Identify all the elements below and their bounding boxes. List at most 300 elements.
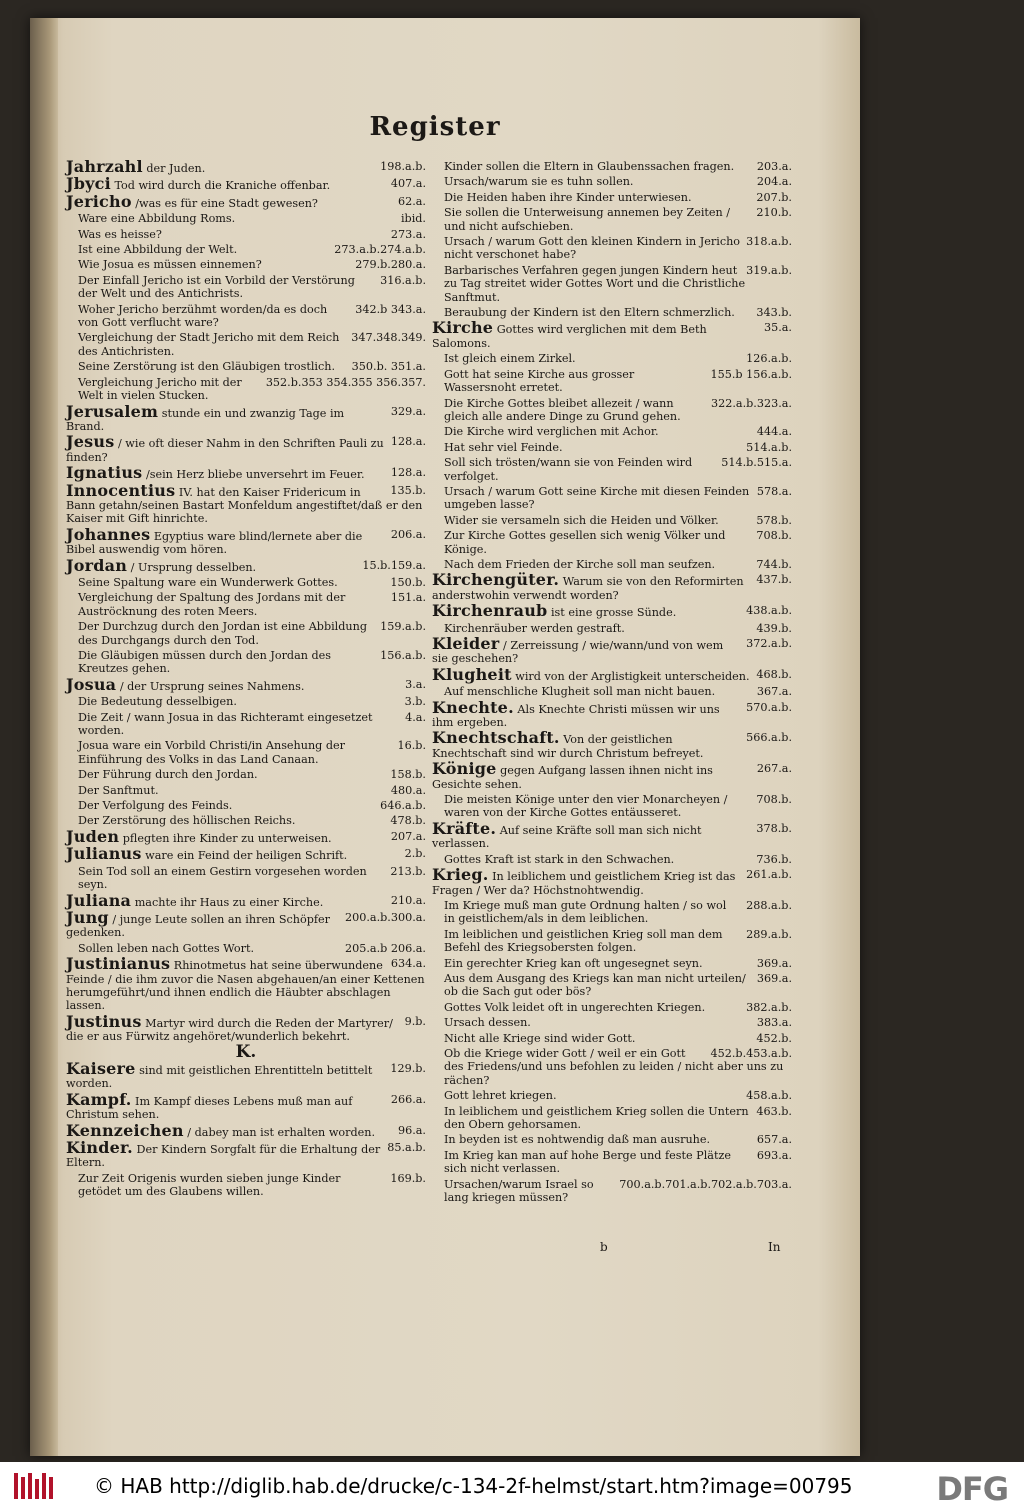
index-entry	[432, 793, 792, 820]
entry-page-ref: 744.b.	[756, 557, 792, 571]
entry-page-ref: 566.a.b.	[746, 731, 792, 745]
entry-headword: Kennzeichen	[66, 1120, 184, 1140]
entry-headword: Krieg.	[432, 865, 489, 885]
entry-text: Die Heiden haben ihre Kinder unterwiesen.	[444, 190, 692, 204]
entry-headword: Justinus	[66, 1011, 142, 1031]
entry-headword: Johannes	[66, 524, 151, 544]
entry-text: Beraubung der Kindern ist den Eltern schmerzlich.	[444, 306, 735, 320]
index-entry	[432, 318, 792, 350]
entry-page-ref: 288.a.b.	[746, 898, 792, 912]
entry-text: Nach dem Frieden der Kirche soll man seufzen.	[444, 557, 716, 571]
index-entry	[66, 784, 426, 797]
entry-page-ref: 85.a.b.	[387, 1141, 426, 1154]
entry-headword: Kinder.	[66, 1138, 133, 1157]
entry-text: Kinder sollen die Eltern in Glaubenssachen fragen.	[444, 160, 735, 173]
entry-text: Vergleichung der Spaltung des Jordans mit der Auströcknung des roten Meers.	[78, 591, 346, 618]
entry-text: Vergleichung der Stadt Jericho mit dem Reich des Antichristen.	[78, 331, 340, 358]
entry-page-ref: 634.a.	[390, 957, 426, 971]
entry-text: Rhinotmetus hat seine überwundene Feinde / die ihm zuvor die Nasen abgehauen/an einer Kettenen herumgeführt/und ihnen endlich die Häubter abschlagen lassen.	[66, 959, 425, 1013]
entry-text: Sein Tod soll an einem Gestirn vorgesehen worden seyn.	[78, 864, 367, 892]
entry-text: Die Kirche Gottes bleibet allezeit / wann gleich alle andere Dinge zu Grund gehen.	[444, 396, 681, 423]
index-entry	[66, 228, 426, 241]
entry-text: Der Führung durch den Jordan.	[78, 768, 258, 782]
entry-text: Im Kriege muß man gute Ordnung halten / so wol in geistlichem/als in dem leiblichen.	[444, 898, 727, 926]
entry-text: pflegten ihre Kinder zu unterweisen.	[122, 831, 332, 845]
index-entry	[432, 485, 792, 512]
entry-page-ref: 3.a.	[405, 677, 426, 691]
entry-page-ref: 273.a.b.274.a.b.	[334, 243, 426, 257]
entry-page-ref: 289.a.b.	[746, 927, 792, 941]
entry-text: / junge Leute sollen an ihren Schöpfer gedenken.	[66, 912, 330, 940]
entry-text: / wie oft dieser Nahm in den Schriften Pauli zu finden?	[66, 437, 384, 464]
source-link[interactable]: © HAB http://diglib.hab.de/drucke/c-134-2f-helmst/start.htm?image=00795	[94, 1474, 853, 1498]
entry-text: Der Sanftmut.	[78, 783, 159, 797]
index-entry	[432, 425, 792, 438]
entry-page-ref: 444.a.	[756, 425, 792, 439]
entry-text: Was es heisse?	[78, 227, 162, 241]
entry-text: Warum sie von den Reformirten anderstwohin verwendt worden?	[432, 575, 744, 602]
index-entry	[432, 759, 792, 791]
index-entry	[66, 432, 426, 464]
index-entry	[432, 1133, 792, 1146]
entry-text: Die Bedeutung desselbigen.	[78, 695, 237, 709]
index-entry	[432, 235, 792, 262]
entry-headword: Kräfte.	[432, 818, 497, 838]
index-entry	[432, 728, 792, 760]
entry-text: Ob die Kriege wider Gott / weil er ein Gott des Friedens/und uns befohlen zu leiden / nicht aber uns zu rächen?	[444, 1046, 784, 1087]
entry-text: Gott lehret kriegen.	[444, 1089, 557, 1103]
footer-bar	[0, 1462, 1024, 1510]
entry-page-ref: 207.a.	[390, 829, 426, 843]
entry-headword: Jordan	[66, 555, 128, 575]
entry-text: stunde ein und zwanzig Tage im Brand.	[66, 406, 345, 433]
index-entry	[432, 928, 792, 955]
index-entry	[66, 1089, 426, 1122]
index-entry	[432, 957, 792, 970]
entry-text: Tod wird durch die Kraniche offenbar.	[114, 179, 331, 193]
entry-page-ref: 458.a.b.	[746, 1089, 792, 1103]
entry-headword: Kleider	[432, 634, 500, 653]
entry-text: gegen Aufgang lassen ihnen nicht ins Gesichte sehen.	[432, 764, 713, 791]
entry-page-ref: 463.b.	[756, 1104, 792, 1118]
entry-text: Wie Josua es müssen einnemen?	[78, 258, 262, 272]
index-entry	[66, 826, 426, 846]
entry-page-ref: 578.a.	[756, 484, 792, 498]
entry-text: Gott hat seine Kirche aus grosser Wassersnoht erretet.	[444, 367, 635, 395]
index-entry	[66, 711, 426, 738]
index-entry	[66, 480, 426, 526]
index-entry	[432, 1001, 792, 1014]
index-entry	[66, 191, 426, 211]
entry-headword: Jesus	[66, 432, 115, 452]
entry-text: In beyden ist es nohtwendig daß man ausruhe.	[444, 1133, 711, 1147]
entry-text: Sie sollen die Unterweisung annemen bey Zeiten / und nicht aufschieben.	[444, 206, 731, 233]
entry-page-ref: 468.b.	[756, 667, 792, 681]
entry-page-ref: 437.b.	[756, 573, 792, 587]
index-entry	[432, 899, 792, 926]
index-entry	[432, 441, 792, 454]
index-entry	[432, 972, 792, 999]
index-entry	[66, 591, 426, 618]
entry-page-ref: 708.b.	[756, 793, 792, 807]
entry-page-ref: 480.a.	[390, 783, 426, 797]
entry-page-ref: 213.b.	[390, 864, 426, 878]
index-entry	[66, 907, 426, 940]
entry-text: Ist gleich einem Zirkel.	[444, 352, 576, 366]
entry-page-ref: 205.a.b 206.a.	[345, 941, 426, 955]
entry-text: Ursachen/warum Israel so lang kriegen müssen?	[444, 1177, 594, 1205]
entry-text: Von der geistlichen Knechtschaft sind wir durch Christum befreyet.	[432, 733, 704, 760]
entry-text: Soll sich trösten/wann sie von Feinden wird verfolget.	[444, 456, 693, 483]
entry-text: Zur Zeit Origenis wurden sieben junge Kinder getödet um des Glaubens willen.	[78, 1171, 341, 1199]
entry-page-ref: 322.a.b.323.a.	[711, 396, 792, 410]
entry-page-ref: 4.a.	[405, 710, 426, 724]
signature-mark: b	[600, 1240, 608, 1254]
entry-page-ref: 578.b.	[756, 513, 792, 527]
entry-text: Hat sehr viel Feinde.	[444, 440, 563, 454]
entry-text: Woher Jericho berzühmt worden/da es doch von Gott verflucht ware?	[78, 302, 328, 330]
entry-headword: Juliana	[66, 890, 132, 910]
entry-page-ref: 452.b.	[756, 1031, 792, 1045]
index-entry	[66, 695, 426, 708]
entry-headword: Könige	[432, 759, 497, 779]
entry-page-ref: 169.b.	[390, 1171, 426, 1185]
entry-page-ref: 318.a.b.	[746, 235, 792, 249]
entry-page-ref: 267.a.	[756, 762, 792, 776]
entry-text: IV. hat den Kaiser Fridericum in Bann getahn/seinen Bastart Monfeldum angestiftet/daß er den Kaiser mit Gift hinrichte.	[66, 485, 423, 526]
index-entry	[432, 1149, 792, 1176]
index-entry	[66, 1120, 426, 1140]
entry-text: / der Ursprung seines Nahmens.	[119, 679, 305, 693]
entry-page-ref: 2.b.	[404, 847, 426, 861]
entry-page-ref: 657.a.	[756, 1133, 792, 1147]
entry-page-ref: 150.b.	[390, 575, 426, 589]
entry-headword: Ignatius	[66, 463, 143, 483]
entry-text: Gottes Kraft ist stark in den Schwachen.	[444, 852, 675, 866]
entry-page-ref: 261.a.b.	[746, 868, 792, 882]
index-entry	[66, 576, 426, 589]
index-entry	[66, 865, 426, 892]
index-entry	[432, 601, 792, 621]
entry-text: Josua ware ein Vorbild Christi/in Ansehung der Einführung des Volks in das Land Canaan.	[78, 739, 346, 766]
index-entry	[432, 622, 792, 635]
entry-page-ref: 343.b.	[756, 306, 792, 320]
entry-headword: Knechtschaft.	[432, 728, 560, 748]
index-entry	[66, 360, 426, 373]
index-entry	[432, 634, 792, 666]
entry-text: Die Zeit / wann Josua in das Richteramt eingesetzet worden.	[78, 710, 373, 738]
entry-text: / Zerreissung / wie/wann/und von wem sie geschehen?	[432, 639, 724, 666]
index-entry	[432, 685, 792, 698]
entry-page-ref: 700.a.b.701.a.b.702.a.b.703.a.	[619, 1177, 792, 1191]
index-entry	[432, 570, 792, 602]
dfg-logo: DFG	[936, 1470, 1008, 1508]
entry-headword: Kampf.	[66, 1089, 132, 1109]
entry-text: Zur Kirche Gottes gesellen sich wenig Völker und Könige.	[444, 529, 726, 556]
catchword: In	[768, 1240, 781, 1254]
index-entry	[66, 1011, 426, 1044]
entry-headword: Josua	[66, 674, 117, 694]
entry-headword: Kirchengüter.	[432, 570, 560, 590]
index-entry	[432, 558, 792, 571]
index-entry	[66, 1058, 426, 1091]
entry-page-ref: 382.a.b.	[746, 1000, 792, 1014]
index-entry	[66, 524, 426, 557]
entry-text: wird von der Arglistigkeit unterscheiden.	[515, 669, 750, 683]
entry-page-ref: 129.b.	[390, 1061, 426, 1075]
entry-text: ware ein Feind der heiligen Schrift.	[145, 849, 348, 863]
entry-page-ref: 9.b.	[404, 1014, 426, 1028]
entry-page-ref: 15.b.159.a.	[362, 558, 426, 572]
entry-page-ref: 210.b.	[756, 206, 792, 220]
entry-page-ref: 369.a.	[756, 971, 792, 985]
page-title: Register	[369, 112, 501, 142]
entry-page-ref: 708.b.	[756, 529, 792, 543]
entry-text: Ursach / warum Gott seine Kirche mit diesen Feinden umgeben lasse?	[444, 484, 750, 512]
entry-page-ref: 369.a.	[756, 956, 792, 970]
entry-text: Egyptius ware blind/lernete aber die Bibel auswendig vom hören.	[66, 529, 363, 557]
entry-page-ref: 378.b.	[756, 821, 792, 835]
entry-page-ref: 279.b.280.a.	[355, 258, 426, 272]
entry-page-ref: 342.b 343.a.	[355, 302, 426, 316]
entry-text: sind mit geistlichen Ehrentitteln betittelt worden.	[66, 1063, 373, 1091]
index-entry	[66, 157, 426, 176]
index-entry	[66, 954, 426, 1013]
entry-text: machte ihr Haus zu einer Kirche.	[134, 895, 324, 909]
entry-page-ref: 329.a.	[390, 404, 426, 418]
entry-text: Nicht alle Kriege sind wider Gott.	[444, 1031, 636, 1045]
entry-page-ref: 135.b.	[390, 483, 426, 497]
entry-page-ref: 383.a.	[756, 1016, 792, 1030]
entry-page-ref: 159.a.b.	[380, 620, 426, 634]
entry-text: Im leiblichen und geistlichen Krieg soll man dem Befehl des Kriegsobersten folgen.	[444, 927, 723, 955]
entry-text: Ein gerechter Krieg kan oft ungesegnet seyn.	[444, 956, 703, 970]
index-entry	[432, 206, 792, 233]
index-entry	[432, 1032, 792, 1045]
entry-headword: Kaisere	[66, 1058, 136, 1078]
entry-page-ref: 155.b 156.a.b.	[710, 367, 792, 381]
entry-page-ref: 3.b.	[404, 695, 426, 709]
entry-text: Der Verfolgung des Feinds.	[78, 799, 233, 813]
entry-text: Wider sie versameln sich die Heiden und Völker.	[444, 513, 719, 527]
index-entry	[432, 853, 792, 866]
index-entry	[432, 514, 792, 527]
entry-page-ref: 347.348.349.	[351, 331, 426, 345]
entry-page-ref: 514.b.515.a.	[721, 456, 792, 470]
entry-page-ref: 736.b.	[756, 852, 792, 866]
entry-text: Ware eine Abbildung Roms.	[78, 212, 236, 226]
index-entry	[66, 942, 426, 955]
index-entry	[66, 174, 426, 194]
entry-headword: Jahrzahl	[66, 157, 143, 176]
index-entry	[432, 397, 792, 424]
entry-text: Die Kirche wird verglichen mit Achor.	[444, 425, 659, 439]
entry-page-ref: 646.a.b.	[380, 799, 426, 813]
index-entry	[66, 555, 426, 575]
entry-page-ref: 372.a.b.	[746, 637, 792, 650]
entry-text: Gottes Volk leidet oft in ungerechten Kriegen.	[444, 1000, 706, 1014]
entry-text: Ursach / warum Gott den kleinen Kindern in Jericho nicht verschonet habe?	[444, 235, 741, 262]
index-entry	[432, 1089, 792, 1102]
entry-headword: Julianus	[66, 844, 142, 864]
index-entry	[432, 664, 792, 684]
entry-page-ref: 151.a.	[390, 591, 426, 605]
index-entry	[432, 1105, 792, 1132]
entry-page-ref: 319.a.b.	[746, 263, 792, 277]
entry-text: Martyr wird durch die Reden der Martyrer/ die er aus Fürwitz angehöret/wunderlich bekehrt.	[66, 1016, 393, 1044]
entry-text: Der Durchzug durch den Jordan ist eine Abbildung des Durchgangs durch den Tod.	[78, 620, 367, 647]
entry-text: Die Gläubigen müssen durch den Jordan des Kreutzes gehen.	[78, 649, 332, 676]
entry-page-ref: 514.a.b.	[746, 440, 792, 454]
entry-page-ref: 439.b.	[756, 621, 792, 635]
entry-text: /sein Herz bliebe unversehrt im Feuer.	[145, 468, 365, 482]
entry-page-ref: 407.a.	[390, 177, 426, 191]
entry-text: Im Kampf dieses Lebens muß man auf Christum sehen.	[66, 1094, 353, 1122]
entry-headword: Innocentius	[66, 480, 176, 500]
index-entry	[66, 620, 426, 647]
entry-page-ref: 204.a.	[756, 175, 792, 189]
index-entry	[66, 303, 426, 330]
index-entry	[66, 331, 426, 358]
entry-text: Kirchenräuber werden gestraft.	[444, 621, 625, 635]
entry-headword: Jbyci	[66, 174, 111, 194]
entry-text: Als Knechte Christi müssen wir uns ihm ergeben.	[432, 702, 720, 730]
entry-text: Seine Zerstörung ist den Gläubigen trostlich.	[78, 360, 336, 374]
index-entry	[66, 890, 426, 910]
index-entry	[66, 212, 426, 225]
entry-page-ref: 273.a.	[390, 227, 426, 241]
entry-page-ref: 35.a.	[763, 321, 792, 335]
entry-text: Barbarisches Verfahren gegen jungen Kindern heut zu Tag streitet wider Gottes Wort und die Christliche Sanftmut.	[444, 263, 746, 304]
index-entry	[66, 674, 426, 694]
index-entry	[432, 456, 792, 483]
index-entry	[66, 844, 426, 864]
entry-text: ist eine grosse Sünde.	[550, 606, 677, 620]
left-entries	[66, 157, 426, 1044]
entry-text: Ursach dessen.	[444, 1016, 531, 1030]
entry-text: Der Einfall Jericho ist ein Vorbild der Verstörung der Welt und des Antichrists.	[78, 273, 355, 301]
entry-text: In leiblichem und geistlichem Krieg sollen die Untern den Obern gehorsamen.	[444, 1104, 749, 1131]
entry-text: Auf menschliche Klugheit soll man nicht bauen.	[444, 685, 716, 699]
index-entry	[66, 649, 426, 676]
entry-page-ref: 570.a.b.	[746, 700, 792, 714]
entry-page-ref: 693.a.	[756, 1148, 792, 1162]
entry-page-ref: 206.a.	[390, 527, 426, 541]
index-entry	[66, 258, 426, 271]
entry-page-ref: 438.a.b.	[746, 604, 792, 618]
entry-text: Aus dem Ausgang des Kriegs kan man nicht urteilen/ ob die Sach gut oder bös?	[444, 971, 746, 999]
entry-text: Vergleichung Jericho mit der Welt in vielen Stucken.	[78, 375, 242, 403]
entry-page-ref: 316.a.b.	[380, 273, 426, 287]
index-entry	[66, 274, 426, 301]
page-gutter	[30, 18, 58, 1456]
hab-logo-icon	[14, 1473, 54, 1499]
index-entry	[66, 463, 426, 483]
index-entry	[66, 243, 426, 256]
index-entry	[66, 401, 426, 434]
entry-page-ref: 478.b.	[390, 814, 426, 828]
index-entry	[66, 376, 426, 403]
index-entry	[66, 1172, 426, 1199]
entry-page-ref: 128.a.	[390, 466, 426, 480]
left-entries-k	[66, 1058, 426, 1199]
index-entry	[66, 814, 426, 827]
entry-headword: Justinianus	[66, 954, 171, 974]
entry-page-ref: ibid.	[400, 212, 426, 226]
entry-page-ref: 96.a.	[397, 1123, 426, 1137]
entry-text: Der Kindern Sorgfalt für die Erhaltung der Eltern.	[66, 1143, 381, 1170]
index-entry	[432, 818, 792, 851]
entry-page-ref: 210.a.	[390, 893, 426, 907]
index-entry	[432, 1178, 792, 1205]
index-entry	[432, 1016, 792, 1029]
entry-headword: Jung	[66, 907, 109, 927]
entry-text: Gottes wird verglichen mit dem Beth Salomons.	[432, 323, 707, 350]
right-column	[432, 160, 792, 1206]
entry-text: Ist eine Abbildung der Welt.	[78, 243, 238, 257]
entry-text: der Juden.	[146, 162, 206, 175]
entry-text: In leiblichem und geistlichem Krieg ist das Fragen / Wer da? Höchstnohtwendig.	[432, 870, 736, 897]
entry-page-ref: 156.a.b.	[380, 649, 426, 662]
entry-page-ref: 158.b.	[390, 768, 426, 782]
entry-page-ref: 207.b.	[756, 190, 792, 204]
entry-headword: Knechte.	[432, 697, 514, 717]
index-entry	[432, 306, 792, 319]
index-entry	[432, 697, 792, 730]
entry-page-ref: 266.a.	[390, 1092, 426, 1106]
entry-headword: Jerusalem	[66, 401, 159, 421]
entry-text: Ursach/warum sie es tuhn sollen.	[444, 175, 634, 189]
entry-headword: Kirchenraub	[432, 601, 548, 621]
index-entry	[432, 368, 792, 395]
entry-text: Auf seine Kräfte soll man sich nicht verlassen.	[432, 823, 702, 851]
entry-text: / Ursprung desselben.	[130, 560, 257, 574]
entry-page-ref: 128.a.	[390, 435, 426, 449]
entry-page-ref: 200.a.b.300.a.	[345, 910, 426, 924]
entry-text: Die meisten Könige unter den vier Monarcheyen / waren von der Kirche Gottes entäusseret.	[444, 793, 728, 820]
entry-text: Sollen leben nach Gottes Wort.	[78, 941, 255, 955]
left-column	[66, 157, 426, 1201]
entry-page-ref: 367.a.	[756, 685, 792, 699]
index-entry	[66, 1138, 426, 1170]
entry-text: Im Krieg kan man auf hohe Berge und feste Plätze sich nicht verlassen.	[444, 1148, 731, 1176]
index-entry	[66, 799, 426, 812]
entry-page-ref: 352.b.353 354.355 356.357.	[265, 375, 426, 389]
index-entry	[432, 175, 792, 188]
index-entry	[432, 1047, 792, 1087]
entry-page-ref: 350.b. 351.a.	[351, 360, 426, 374]
index-entry	[432, 529, 792, 556]
entry-page-ref: 203.a.	[756, 160, 792, 173]
index-entry	[432, 264, 792, 304]
entry-text: Der Zerstörung des höllischen Reichs.	[78, 814, 296, 828]
entry-headword: Jericho	[66, 191, 132, 211]
entry-headword: Kirche	[432, 318, 494, 338]
index-entry	[432, 352, 792, 365]
entry-headword: Juden	[66, 826, 120, 846]
index-entry	[432, 160, 792, 173]
right-entries	[432, 160, 792, 1204]
entry-headword: Klugheit	[432, 664, 512, 684]
entry-page-ref: 62.a.	[397, 194, 426, 208]
index-entry	[66, 739, 426, 766]
entry-page-ref: 126.a.b.	[746, 352, 792, 366]
entry-page-ref: 452.b.453.a.b.	[710, 1046, 792, 1060]
index-entry	[432, 865, 792, 897]
index-entry	[432, 191, 792, 204]
entry-text: / dabey man ist erhalten worden.	[187, 1125, 376, 1139]
section-letter-k: K.	[235, 1041, 257, 1062]
